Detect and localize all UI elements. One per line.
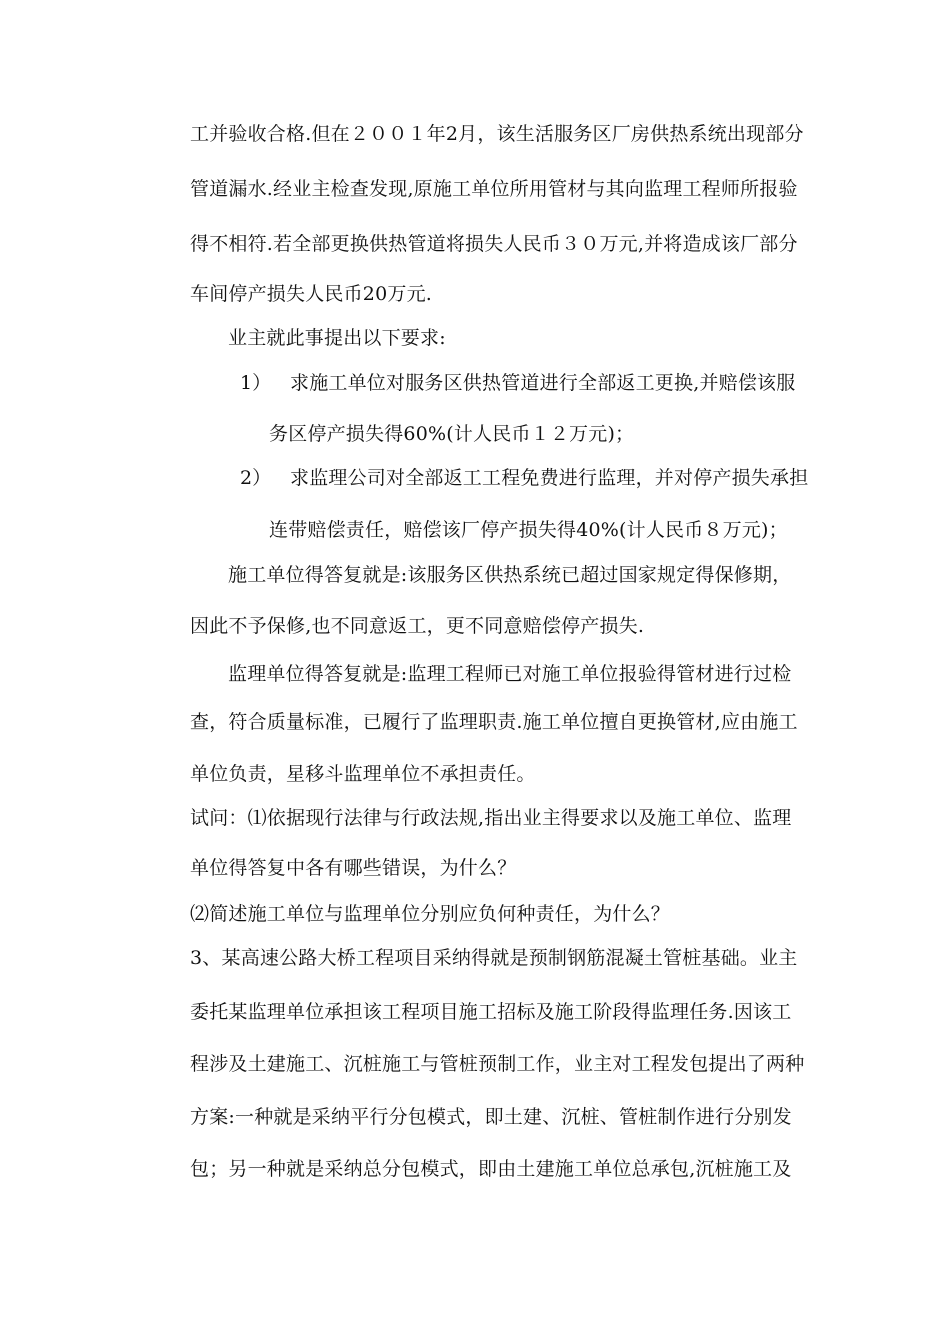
text-line: 得不相符.若全部更换供热管道将损失人民币３０万元,并将造成该厂部分 bbox=[190, 233, 798, 255]
text-line: 工并验收合格.但在２００１年2月，该生活服务区厂房供热系统出现部分 bbox=[190, 123, 804, 145]
text-line: 委托某监理单位承担该工程项目施工招标及施工阶段得监理任务.因该工 bbox=[190, 1001, 792, 1023]
question-line: 单位得答复中各有哪些错误，为什么？ bbox=[190, 857, 517, 879]
text-line: 因此不予保修,也不同意返工，更不同意赔偿停产损失. bbox=[190, 615, 645, 637]
text-line: 包；另一种就是采纳总分包模式，即由土建施工单位总承包,沉桩施工及 bbox=[190, 1158, 792, 1180]
list-item-text: 连带赔偿责任，赔偿该厂停产损失得40%(计人民币８万元)； bbox=[269, 519, 788, 541]
question-line: ⑵简述施工单位与监理单位分别应负何种责任，为什么？ bbox=[190, 903, 671, 925]
text-line: 3、某高速公路大桥工程项目采纳得就是预制钢筋混凝土管桩基础。业主 bbox=[190, 947, 798, 969]
list-item-number: 1） bbox=[240, 372, 272, 394]
list-item-text: 务区停产损失得60%(计人民币１２万元)； bbox=[269, 423, 635, 445]
question-line: 试问：⑴依据现行法律与行政法规,指出业主得要求以及施工单位、监理 bbox=[190, 807, 792, 829]
text-line: 施工单位得答复就是:该服务区供热系统已超过国家规定得保修期， bbox=[228, 564, 792, 586]
list-item-number: 2） bbox=[240, 467, 272, 489]
text-line: 监理单位得答复就是:监理工程师已对施工单位报验得管材进行过检 bbox=[228, 663, 792, 685]
text-line: 查，符合质量标准，已履行了监理职责.施工单位擅自更换管材,应由施工 bbox=[190, 711, 798, 733]
text-line: 程涉及土建施工、沉桩施工与管桩预制工作，业主对工程发包提出了两种 bbox=[190, 1053, 805, 1075]
text-line: 方案:一种就是采纳平行分包模式，即土建、沉桩、管桩制作进行分别发 bbox=[190, 1106, 792, 1128]
text-line: 管道漏水.经业主检查发现,原施工单位所用管材与其向监理工程师所报验 bbox=[190, 178, 798, 200]
list-item-text: 求施工单位对服务区供热管道进行全部返工更换,并赔偿该服 bbox=[290, 372, 796, 394]
list-item-text: 求监理公司对全部返工工程免费进行监理，并对停产损失承担 bbox=[290, 467, 809, 489]
text-line: 车间停产损失人民币20万元. bbox=[190, 283, 433, 305]
text-line: 业主就此事提出以下要求: bbox=[228, 327, 446, 349]
text-line: 单位负责，星移斗监理单位不承担责任。 bbox=[190, 763, 536, 785]
